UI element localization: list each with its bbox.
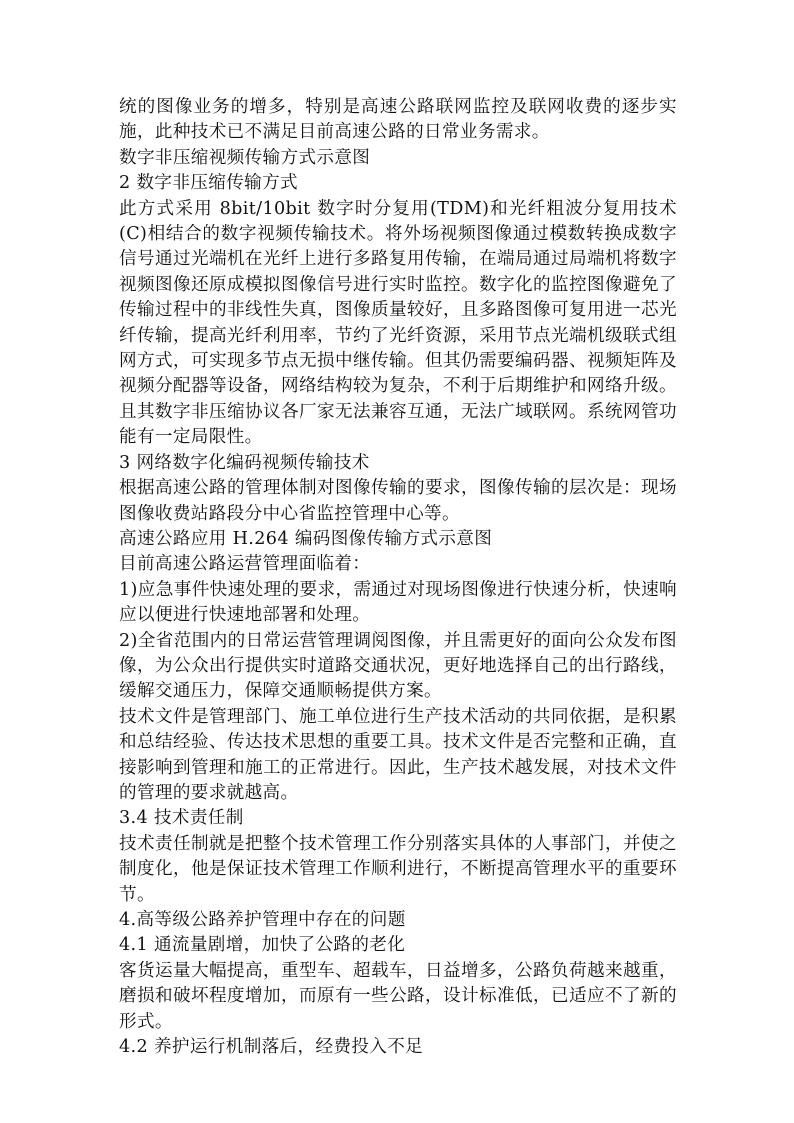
section-heading: 4.1 通流量剧增，加快了公路的老化 xyxy=(119,935,406,956)
paragraph: 根据高速公路的管理体制对图像传输的要求，图像传输的层次是：现场图像收费站路段分中心省监控管理中心等。 xyxy=(119,478,677,524)
paragraph: 此方式采用 8bit/10bit 数字时分复用(TDM)和光纤粗波分复用技术(C)相结合的数字视频传输技术。将外场视频图像通过模数转换成数字信号通过光端机在光纤上进行多路复用传输，在端局通过局端机将数字视频图像还原成模拟图像信号进行实时监控。数字化的监控图像避免了传输过程中的非线性失真，图像质量较好，且多路图像可复用进一芯光纤传输，提高光纤利用率，节约了光纤资源，采用节点光端机级联式组网方式，可实现多节点无损中继传输。但其仍需要编码器、视频矩阵及视频分配器等设备，网络结构较为复杂，不利于后期维护和网络升级。且其数字非压缩协议各厂家无法兼容互通，无法广域联网。系统网管功能有一定局限性。 xyxy=(119,198,677,448)
list-item: 1)应急事件快速处理的要求，需通过对现场图像进行快速分析，快速响应以便进行快速地部署和处理。 xyxy=(119,579,677,626)
section-heading: 3.4 技术责任制 xyxy=(119,808,244,829)
paragraph: 技术文件是管理部门、施工单位进行生产技术活动的共同依据，是积累和总结经验、传达技术思想的重要工具。技术文件是否完整和正确，直接影响到管理和施工的正常进行。因此，生产技术越发展，对技术文件的管理的要求就越高。 xyxy=(119,706,677,803)
figure-caption: 高速公路应用 H.264 编码图像传输方式示意图 xyxy=(119,528,493,549)
paragraph: 技术责任制就是把整个技术管理工作分别落实具体的人事部门，并使之制度化，他是保证技术管理工作顺利进行，不断提高管理水平的重要环节。 xyxy=(119,833,677,905)
list-item: 2)全省范围内的日常运营管理调阅图像，并且需更好的面向公众发布图像，为公众出行提供实时道路交通状况，更好地选择自己的出行路线，缓解交通压力，保障交通顺畅提供方案。 xyxy=(119,630,677,702)
document-body xyxy=(119,95,677,1060)
section-heading: 2 数字非压缩传输方式 xyxy=(119,173,298,194)
section-heading: 4.高等级公路养护管理中存在的问题 xyxy=(119,910,406,930)
figure-caption: 数字非压缩视频传输方式示意图 xyxy=(119,147,371,168)
paragraph: 统的图像业务的增多，特别是高速公路联网监控及联网收费的逐步实施，此种技术已不满足目前高速公路的日常业务需求。 xyxy=(119,97,677,143)
section-heading: 3 网络数字化编码视频传输技术 xyxy=(119,452,370,473)
paragraph: 目前高速公路运营管理面临着： xyxy=(119,554,371,575)
section-heading: 4.2 养护运行机制落后，经费投入不足 xyxy=(119,1037,424,1058)
paragraph: 客货运量大幅提高，重型车、超载车，日益增多，公路负荷越来越重，磨损和破坏程度增加，而原有一些公路，设计标准低，已适应不了新的形式。 xyxy=(119,960,677,1032)
